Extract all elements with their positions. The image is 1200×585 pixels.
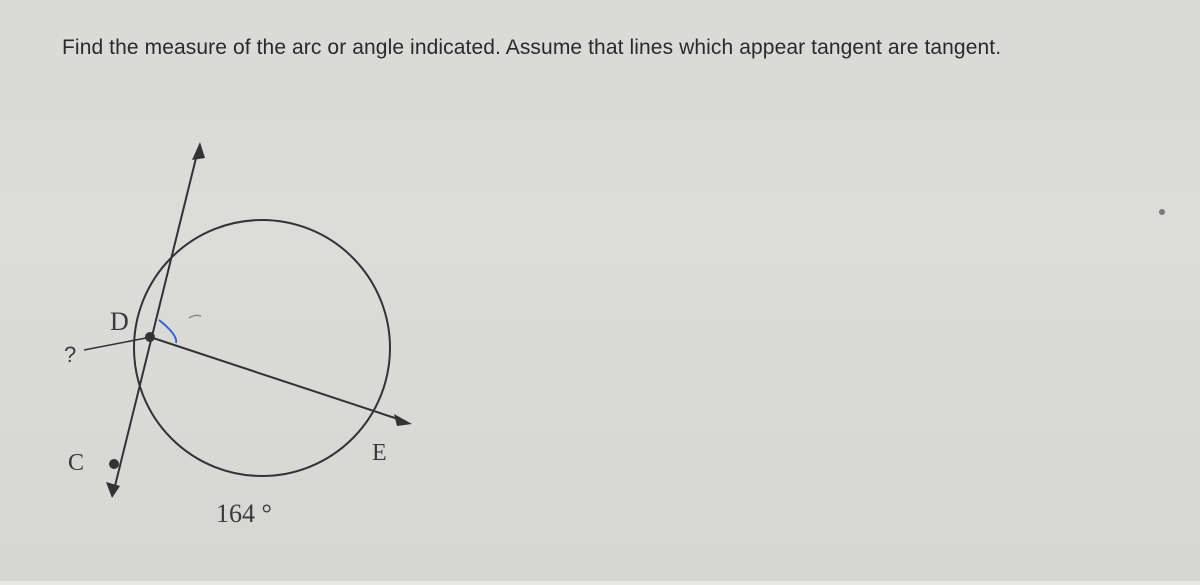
circle — [134, 220, 390, 476]
angle-marker-arc — [159, 320, 176, 343]
unknown-leader-line — [84, 338, 146, 350]
tangent-arrowhead-bottom-icon — [106, 482, 120, 498]
label-unknown: ? — [64, 342, 77, 367]
label-point-e: E — [372, 440, 387, 466]
edge-mark — [1159, 209, 1165, 215]
point-c-dot-icon — [109, 459, 119, 469]
bottom-divider — [0, 581, 1200, 585]
label-arc-measure: 164 ° — [216, 499, 272, 528]
tangent-arrowhead-top-icon — [192, 142, 205, 160]
secant-line — [150, 337, 404, 421]
small-mark — [189, 315, 201, 318]
secant-arrowhead-icon — [394, 414, 412, 426]
point-d-dot-icon — [145, 332, 155, 342]
label-point-d: D — [110, 307, 129, 336]
question-instruction: Find the measure of the arc or angle indicated. Assume that lines which appear tangent are tangent. — [62, 36, 1002, 59]
label-point-c: C — [68, 450, 85, 476]
